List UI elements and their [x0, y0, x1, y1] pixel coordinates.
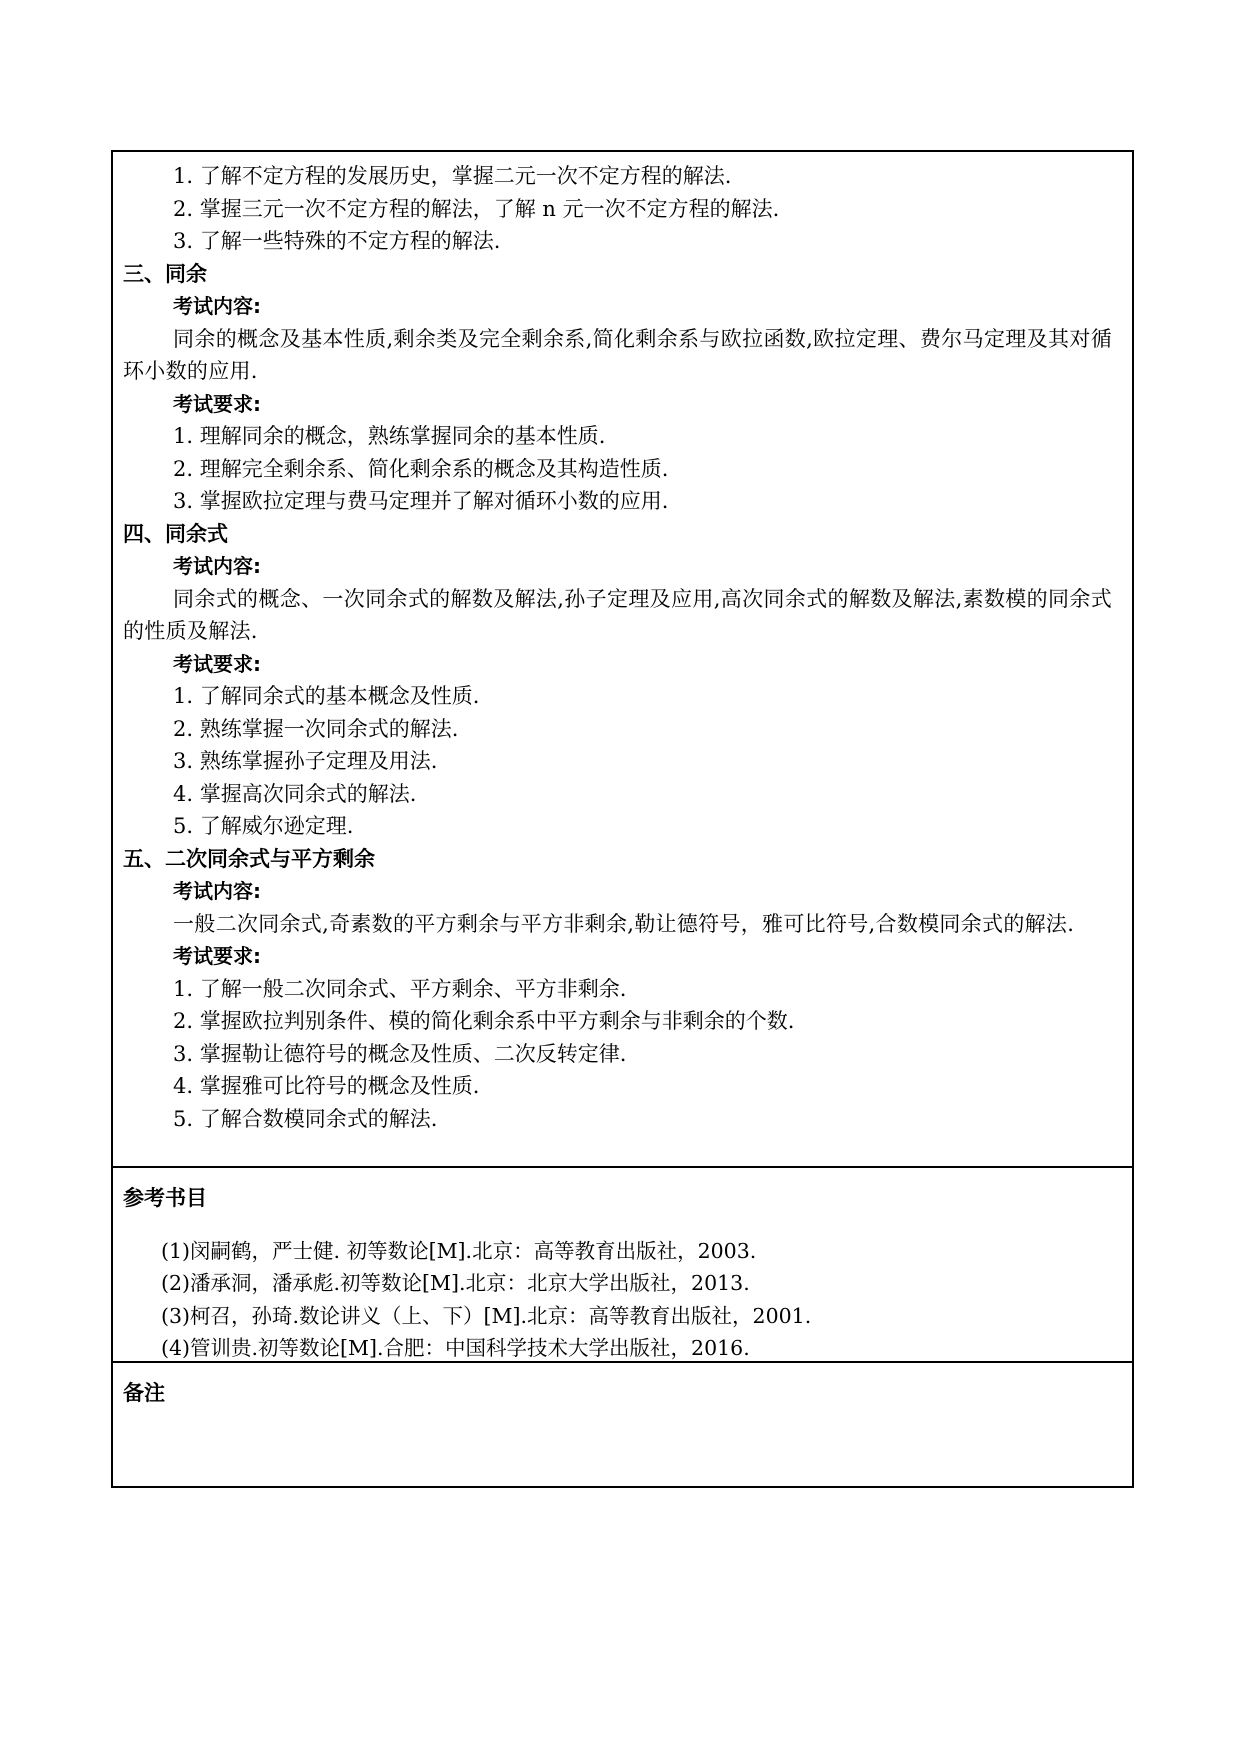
requirements-label: 考试要求: [173, 391, 261, 416]
requirements-label: 考试要求: [173, 944, 261, 968]
content-label: 考试内容: [173, 879, 261, 903]
section-title: 三、同余 [123, 261, 207, 286]
content-paragraph: 一般二次同余式,奇素数的平方剩余与平方非剩余,勒让德符号，雅可比符号,合数模同余式的解法. [173, 911, 1075, 936]
reference-item: (1)闵嗣鹤，严士健. 初等数论[M].北京：高等教育出版社，2003. [161, 1238, 757, 1263]
requirement-item: 2. 掌握欧拉判别条件、模的简化剩余系中平方剩余与非剩余的个数. [173, 1009, 795, 1033]
content-paragraph: 同余的概念及基本性质,剩余类及完全剩余系,简化剩余系与欧拉函数,欧拉定理、费尔马定理及其对循环小数的应用. [123, 326, 1112, 383]
requirement-item: 3. 熟练掌握孙子定理及用法. [173, 749, 438, 773]
requirement-item: 2. 熟练掌握一次同余式的解法. [173, 716, 459, 741]
content-paragraph: 同余式的概念、一次同余式的解数及解法,孙子定理及应用,高次同余式的解数及解法,素数模的同余式的性质及解法. [123, 586, 1112, 643]
requirement-item: 3. 掌握欧拉定理与费马定理并了解对循环小数的应用. [173, 489, 669, 513]
requirement-item: 4. 掌握雅可比符号的概念及性质. [173, 1074, 480, 1098]
syllabus-content-cell [111, 150, 1134, 1168]
requirement-item: 1. 理解同余的概念，熟练掌握同余的基本性质. [173, 424, 606, 448]
references-title: 参考书目 [123, 1186, 207, 1210]
requirements-label: 考试要求: [173, 651, 261, 676]
requirement-item: 4. 掌握高次同余式的解法. [173, 781, 417, 806]
references-cell [111, 1168, 1134, 1363]
requirement-item: 3. 掌握勒让德符号的概念及性质、二次反转定律. [173, 1041, 627, 1066]
notes-cell [111, 1363, 1134, 1488]
intro-item: 1. 了解不定方程的发展历史，掌握二元一次不定方程的解法. [173, 164, 732, 188]
intro-item: 3. 了解一些特殊的不定方程的解法. [173, 229, 501, 253]
requirement-item: 1. 了解一般二次同余式、平方剩余、平方非剩余. [173, 976, 627, 1001]
reference-item: (3)柯召，孙琦.数论讲义（上、下）[M].北京：高等教育出版社，2001. [161, 1303, 812, 1328]
requirement-item: 1. 了解同余式的基本概念及性质. [173, 684, 480, 708]
requirement-item: 5. 了解合数模同余式的解法. [173, 1106, 438, 1131]
syllabus-page [111, 150, 1134, 1488]
requirement-item: 5. 了解威尔逊定理. [173, 814, 354, 838]
reference-item: (2)潘承洞，潘承彪.初等数论[M].北京：北京大学出版社，2013. [161, 1271, 750, 1295]
content-label: 考试内容: [173, 554, 261, 578]
requirement-item: 2. 理解完全剩余系、简化剩余系的概念及其构造性质. [173, 456, 669, 481]
intro-item: 2. 掌握三元一次不定方程的解法，了解 n 元一次不定方程的解法. [173, 196, 780, 221]
content-label: 考试内容: [173, 294, 261, 318]
notes-title: 备注 [123, 1381, 165, 1405]
references-list [123, 1235, 1112, 1365]
section-title: 四、同余式 [123, 521, 228, 546]
reference-item: (4)管训贵.初等数论[M].合肥：中国科学技术大学出版社，2016. [161, 1336, 750, 1360]
section-title: 五、二次同余式与平方剩余 [123, 846, 375, 871]
